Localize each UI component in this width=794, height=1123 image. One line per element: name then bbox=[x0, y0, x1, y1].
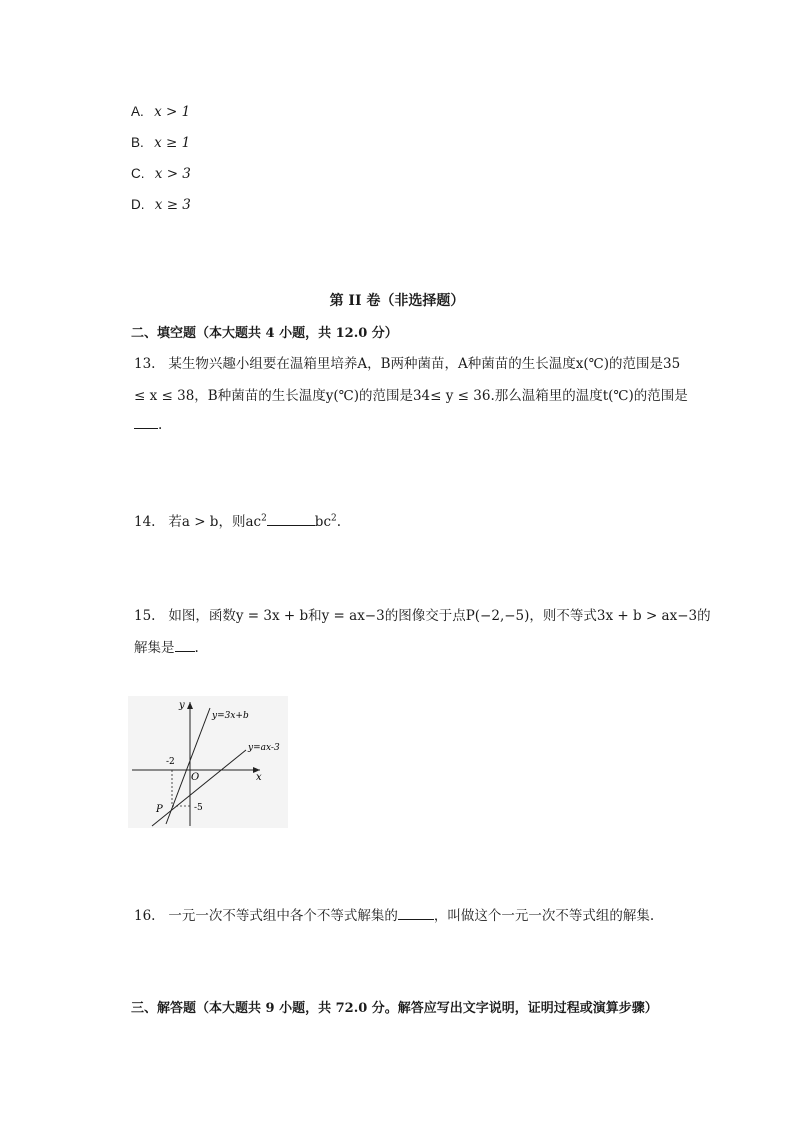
q13-line1 bbox=[134, 352, 680, 372]
option-expr: x > 3 bbox=[154, 166, 191, 182]
tick-neg2-label: -2 bbox=[166, 757, 175, 767]
answer-blank[interactable] bbox=[267, 513, 315, 526]
line2-label: y=ax-3 bbox=[248, 743, 280, 753]
q14-end: . bbox=[336, 514, 342, 530]
q15-line2 bbox=[134, 636, 199, 656]
q14-sup-a: 2 bbox=[261, 513, 267, 524]
option-label: C. bbox=[131, 166, 145, 181]
q15-end: . bbox=[194, 640, 199, 656]
q14-number: 14. bbox=[134, 514, 156, 530]
q15-line1 bbox=[134, 604, 711, 624]
q16-number: 16. bbox=[134, 908, 156, 924]
q14 bbox=[134, 510, 341, 530]
q13-line2: ≤ x ≤ 38，B种菌苗的生长温度y(℃)的范围是34≤ y ≤ 36.那么温箱里的温度t(℃)的范围是 bbox=[134, 388, 688, 404]
q15-text-1: 如图，函数y = 3x + b和y = ax−3的图像交于点P(−2,−5)，则不等式3x + b > ax−3的 bbox=[168, 608, 711, 624]
tick-neg5-label: -5 bbox=[194, 803, 203, 813]
answer-blank[interactable] bbox=[398, 907, 434, 920]
q15-number: 15. bbox=[134, 608, 156, 624]
option-d bbox=[131, 197, 191, 213]
q13-text-1: 某生物兴趣小组要在温箱里培养A，B两种菌苗，A种菌苗的生长温度x(℃)的范围是35 bbox=[168, 356, 681, 372]
origin-label: O bbox=[191, 772, 200, 783]
option-expr: x ≥ 3 bbox=[154, 197, 191, 213]
answer-blank[interactable] bbox=[175, 639, 195, 652]
q16-text-a: 一元一次不等式组中各个不等式解集的 bbox=[168, 908, 398, 924]
option-c bbox=[131, 166, 191, 182]
point-p-label: P bbox=[156, 804, 163, 815]
option-expr: x > 1 bbox=[154, 104, 191, 120]
part2-title: 第 II 卷（非选择题） bbox=[329, 293, 465, 309]
q13-number: 13. bbox=[134, 356, 156, 372]
answer-blank[interactable] bbox=[134, 416, 158, 429]
q15-text-2: 解集是 bbox=[134, 640, 175, 656]
option-label: B. bbox=[131, 135, 144, 150]
y-axis-label: y bbox=[179, 700, 185, 711]
q14-text-b: bc bbox=[314, 514, 331, 530]
option-label: D. bbox=[131, 197, 145, 212]
q14-text-a: 若a > b，则ac bbox=[168, 514, 262, 530]
q16 bbox=[134, 904, 654, 924]
line1-label: y=3x+b bbox=[212, 711, 249, 721]
figure-background bbox=[128, 696, 288, 828]
function-graph-figure bbox=[128, 696, 288, 828]
option-label: A. bbox=[131, 104, 144, 119]
section2-header: 二、填空题（本大题共 4 小题，共 12.0 分） bbox=[131, 326, 398, 341]
option-b bbox=[131, 135, 190, 151]
x-axis-label: x bbox=[256, 772, 262, 783]
option-a bbox=[131, 104, 190, 120]
option-expr: x ≥ 1 bbox=[154, 135, 191, 151]
q16-text-b: ，叫做这个一元一次不等式组的解集. bbox=[433, 908, 655, 924]
q14-sup-b: 2 bbox=[331, 513, 337, 524]
q13-end: . bbox=[158, 417, 163, 433]
section3-header: 三、解答题（本大题共 9 小题，共 72.0 分。解答应写出文字说明，证明过程或演算步骤） bbox=[131, 1001, 658, 1016]
q13-line3 bbox=[134, 416, 162, 433]
